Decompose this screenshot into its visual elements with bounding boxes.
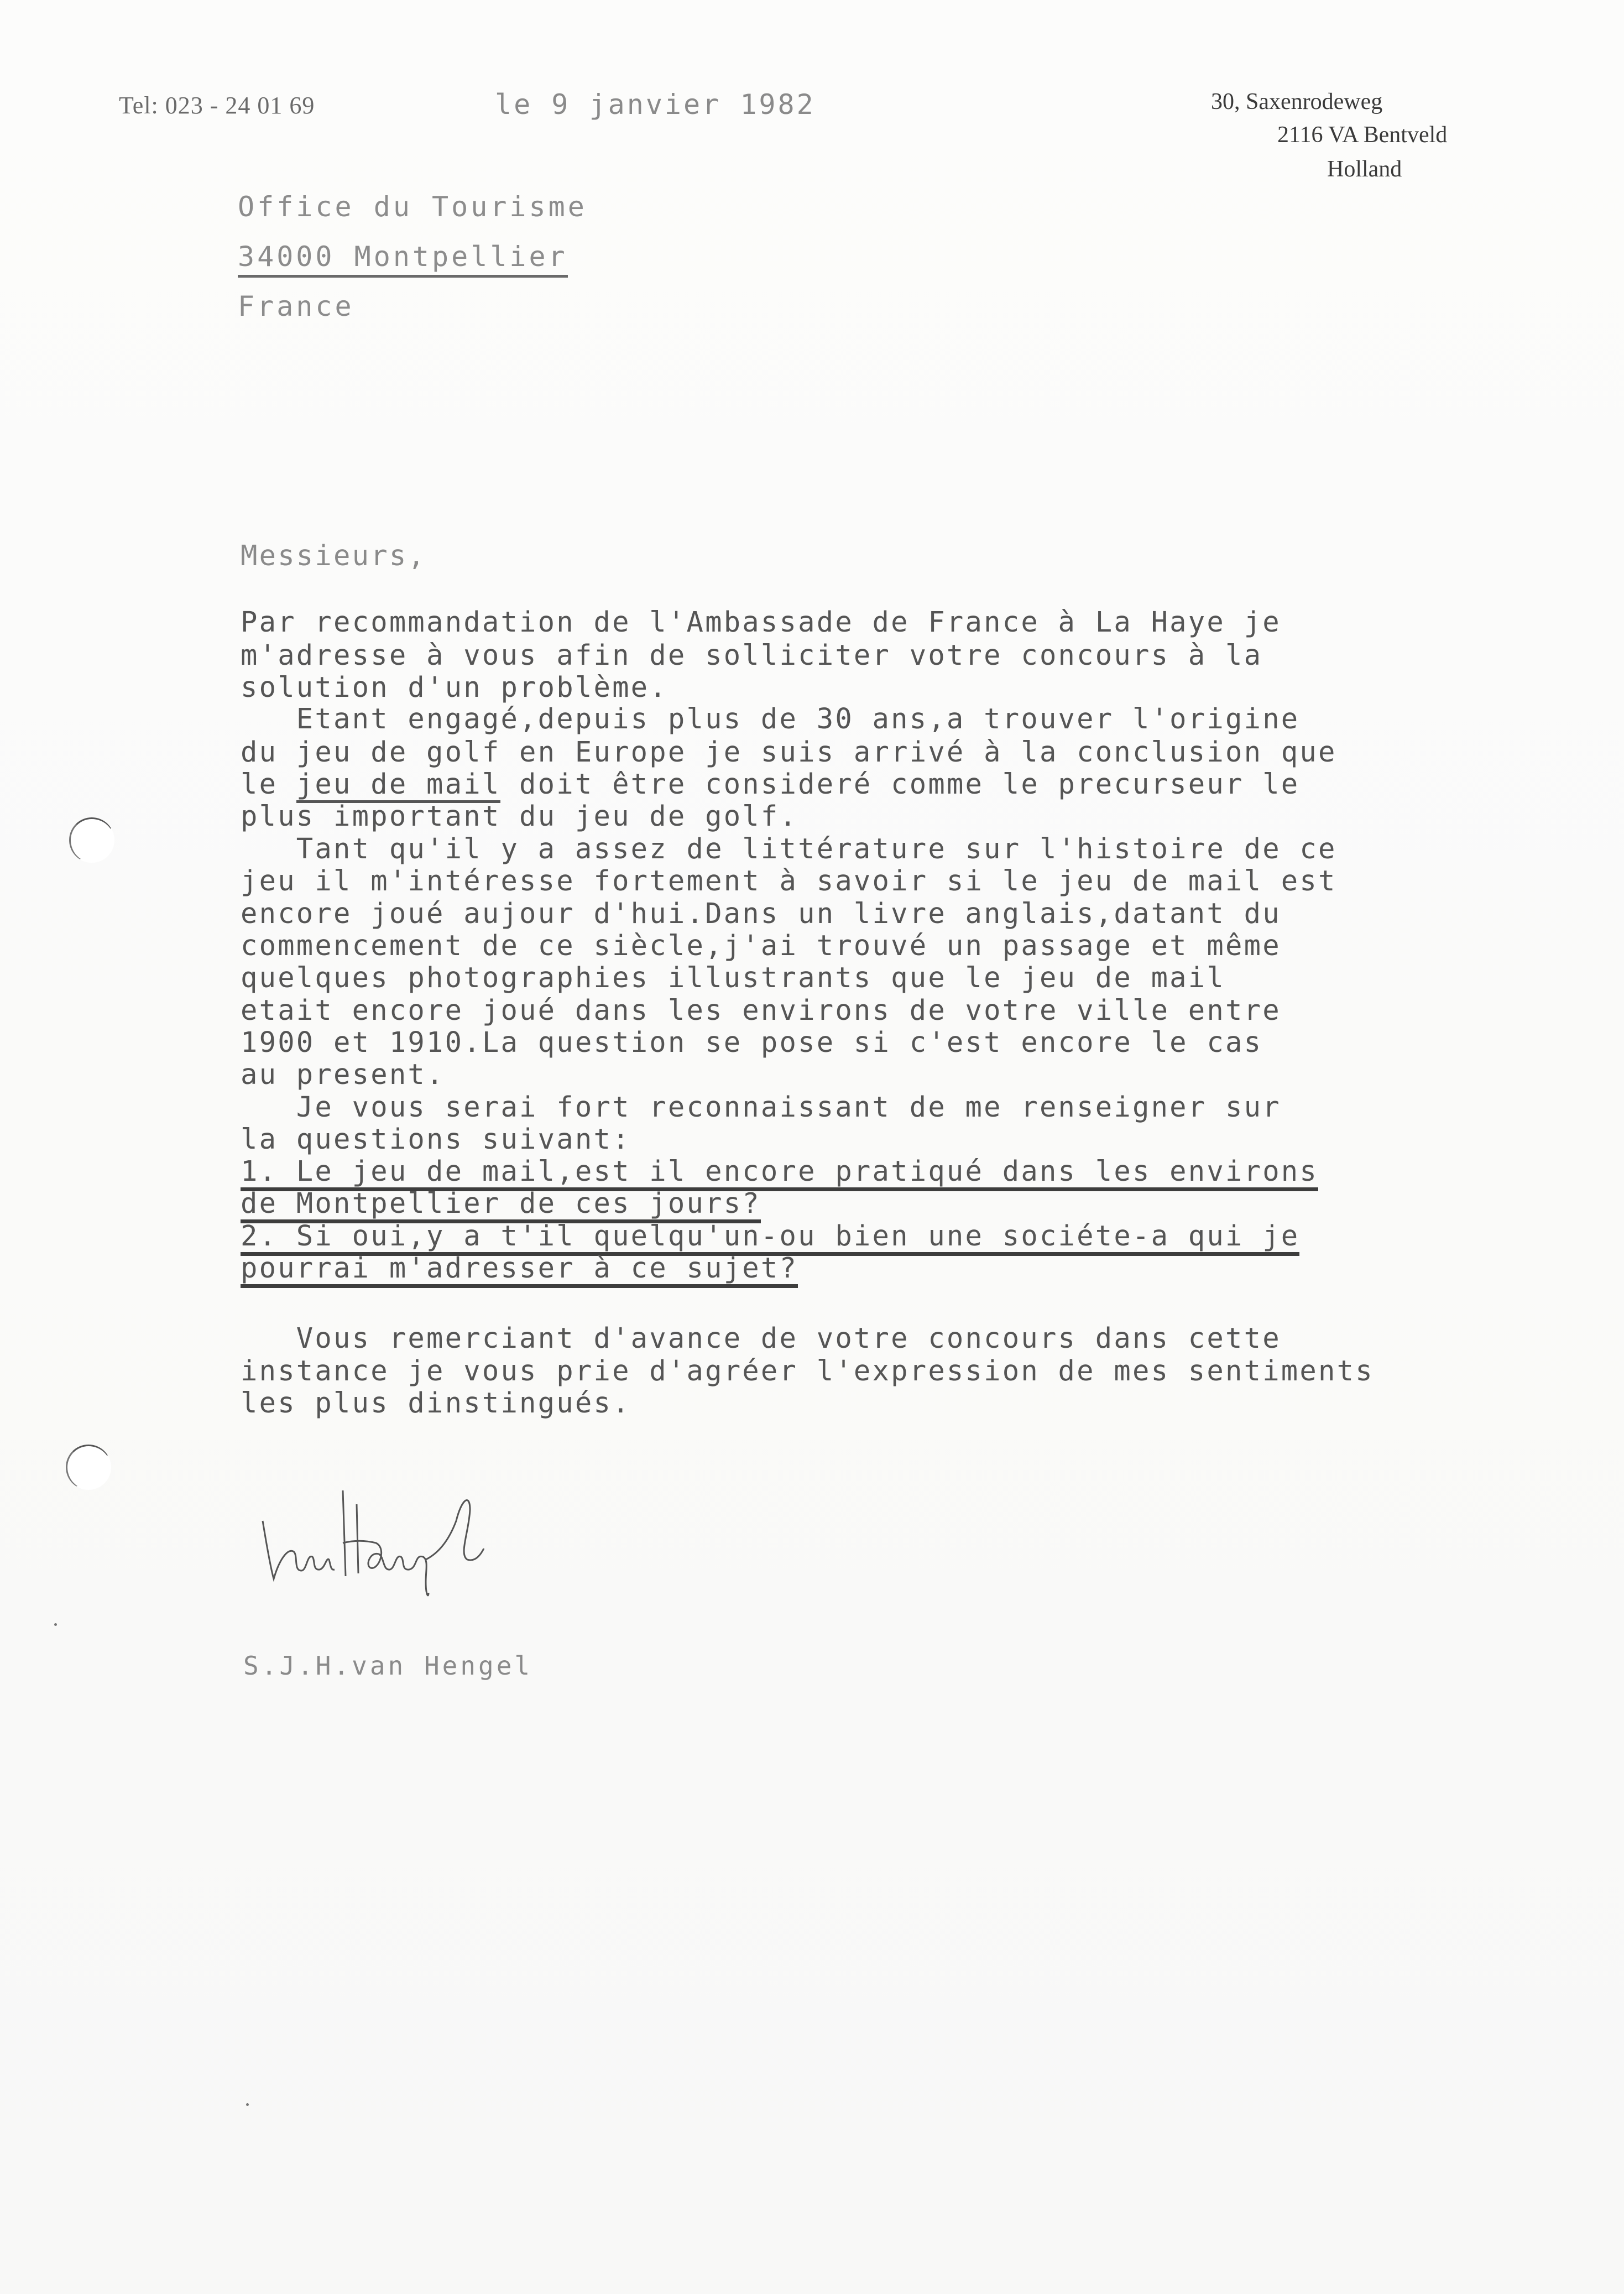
body-line: Je vous serai fort reconnaissant de me renseigner sur [241, 1091, 1281, 1123]
letter-date: le 9 janvier 1982 [495, 88, 816, 121]
body-line: solution d'un problème. [241, 671, 668, 703]
sender-address-country: Holland [1327, 157, 1402, 182]
body-line-with-emphasis [241, 768, 1299, 800]
body-line: etait encore joué dans les environs de votre ville entre [241, 994, 1281, 1026]
body-line: m'adresse à vous afin de solliciter votre concours à la [241, 639, 1263, 671]
body-line: Par recommandation de l'Ambassade de France à La Haye je [241, 606, 1281, 638]
punch-hole-icon [69, 817, 114, 863]
paper-speck [54, 1623, 57, 1626]
sender-address-street: 30, Saxenrodeweg [1211, 89, 1383, 114]
body-line: Etant engagé,depuis plus de 30 ans,a trouver l'origine [241, 702, 1300, 735]
body-line: jeu il m'intéresse fortement à savoir si le jeu de mail est [241, 864, 1337, 897]
sender-telephone: Tel: 023 - 24 01 69 [119, 92, 315, 119]
underlined-term-jeu-de-mail: jeu de mail [296, 768, 501, 803]
body-text-segment: doit être consideré comme le precurseur le [500, 768, 1300, 800]
closing-line: Vous remerciant d'avance de votre concours dans cette [241, 1322, 1281, 1354]
body-line: encore joué aujour d'hui.Dans un livre anglais,datant du [241, 897, 1281, 930]
question-2-line-1: 2. Si oui,y a t'il quelqu'un-ou bien une sociéte-a qui je [241, 1219, 1299, 1256]
body-line: quelques photographies illustrants que le jeu de mail [241, 961, 1225, 994]
body-text-segment: le [241, 768, 296, 800]
handwritten-signature [260, 1488, 570, 1598]
recipient-name: Office du Tourisme [238, 191, 587, 223]
typed-signature-name: S.J.H.van Hengel [243, 1651, 533, 1681]
body-line: la questions suivant: [241, 1123, 631, 1155]
closing-line: les plus dinstingués. [241, 1386, 631, 1419]
body-line: 1900 et 1910.La question se pose si c'est encore le cas [241, 1026, 1263, 1059]
closing-line: instance je vous prie d'agréer l'expression de mes sentiments [241, 1354, 1374, 1387]
sender-address-postcode-city: 2116 VA Bentveld [1277, 122, 1448, 148]
question-2-line-2: pourrai m'adresser à ce sujet? [241, 1252, 798, 1288]
question-1-line-1: 1. Le jeu de mail,est il encore pratiqué dans les environs [241, 1155, 1318, 1191]
body-line: Tant qu'il y a assez de littérature sur l'histoire de ce [241, 832, 1337, 865]
salutation: Messieurs, [241, 539, 427, 572]
body-line: commencement de ce siècle,j'ai trouvé un passage et même [241, 929, 1281, 962]
recipient-city: 34000 Montpellier [238, 241, 568, 278]
body-line: du jeu de golf en Europe je suis arrivé à la conclusion que [241, 736, 1337, 768]
punch-hole-icon [66, 1445, 111, 1490]
recipient-country: France [238, 290, 354, 322]
question-1-line-2: de Montpellier de ces jours? [241, 1187, 761, 1223]
paper-speck [246, 2103, 249, 2106]
body-line: plus important du jeu de golf. [241, 800, 798, 832]
body-line: au present. [241, 1058, 445, 1091]
